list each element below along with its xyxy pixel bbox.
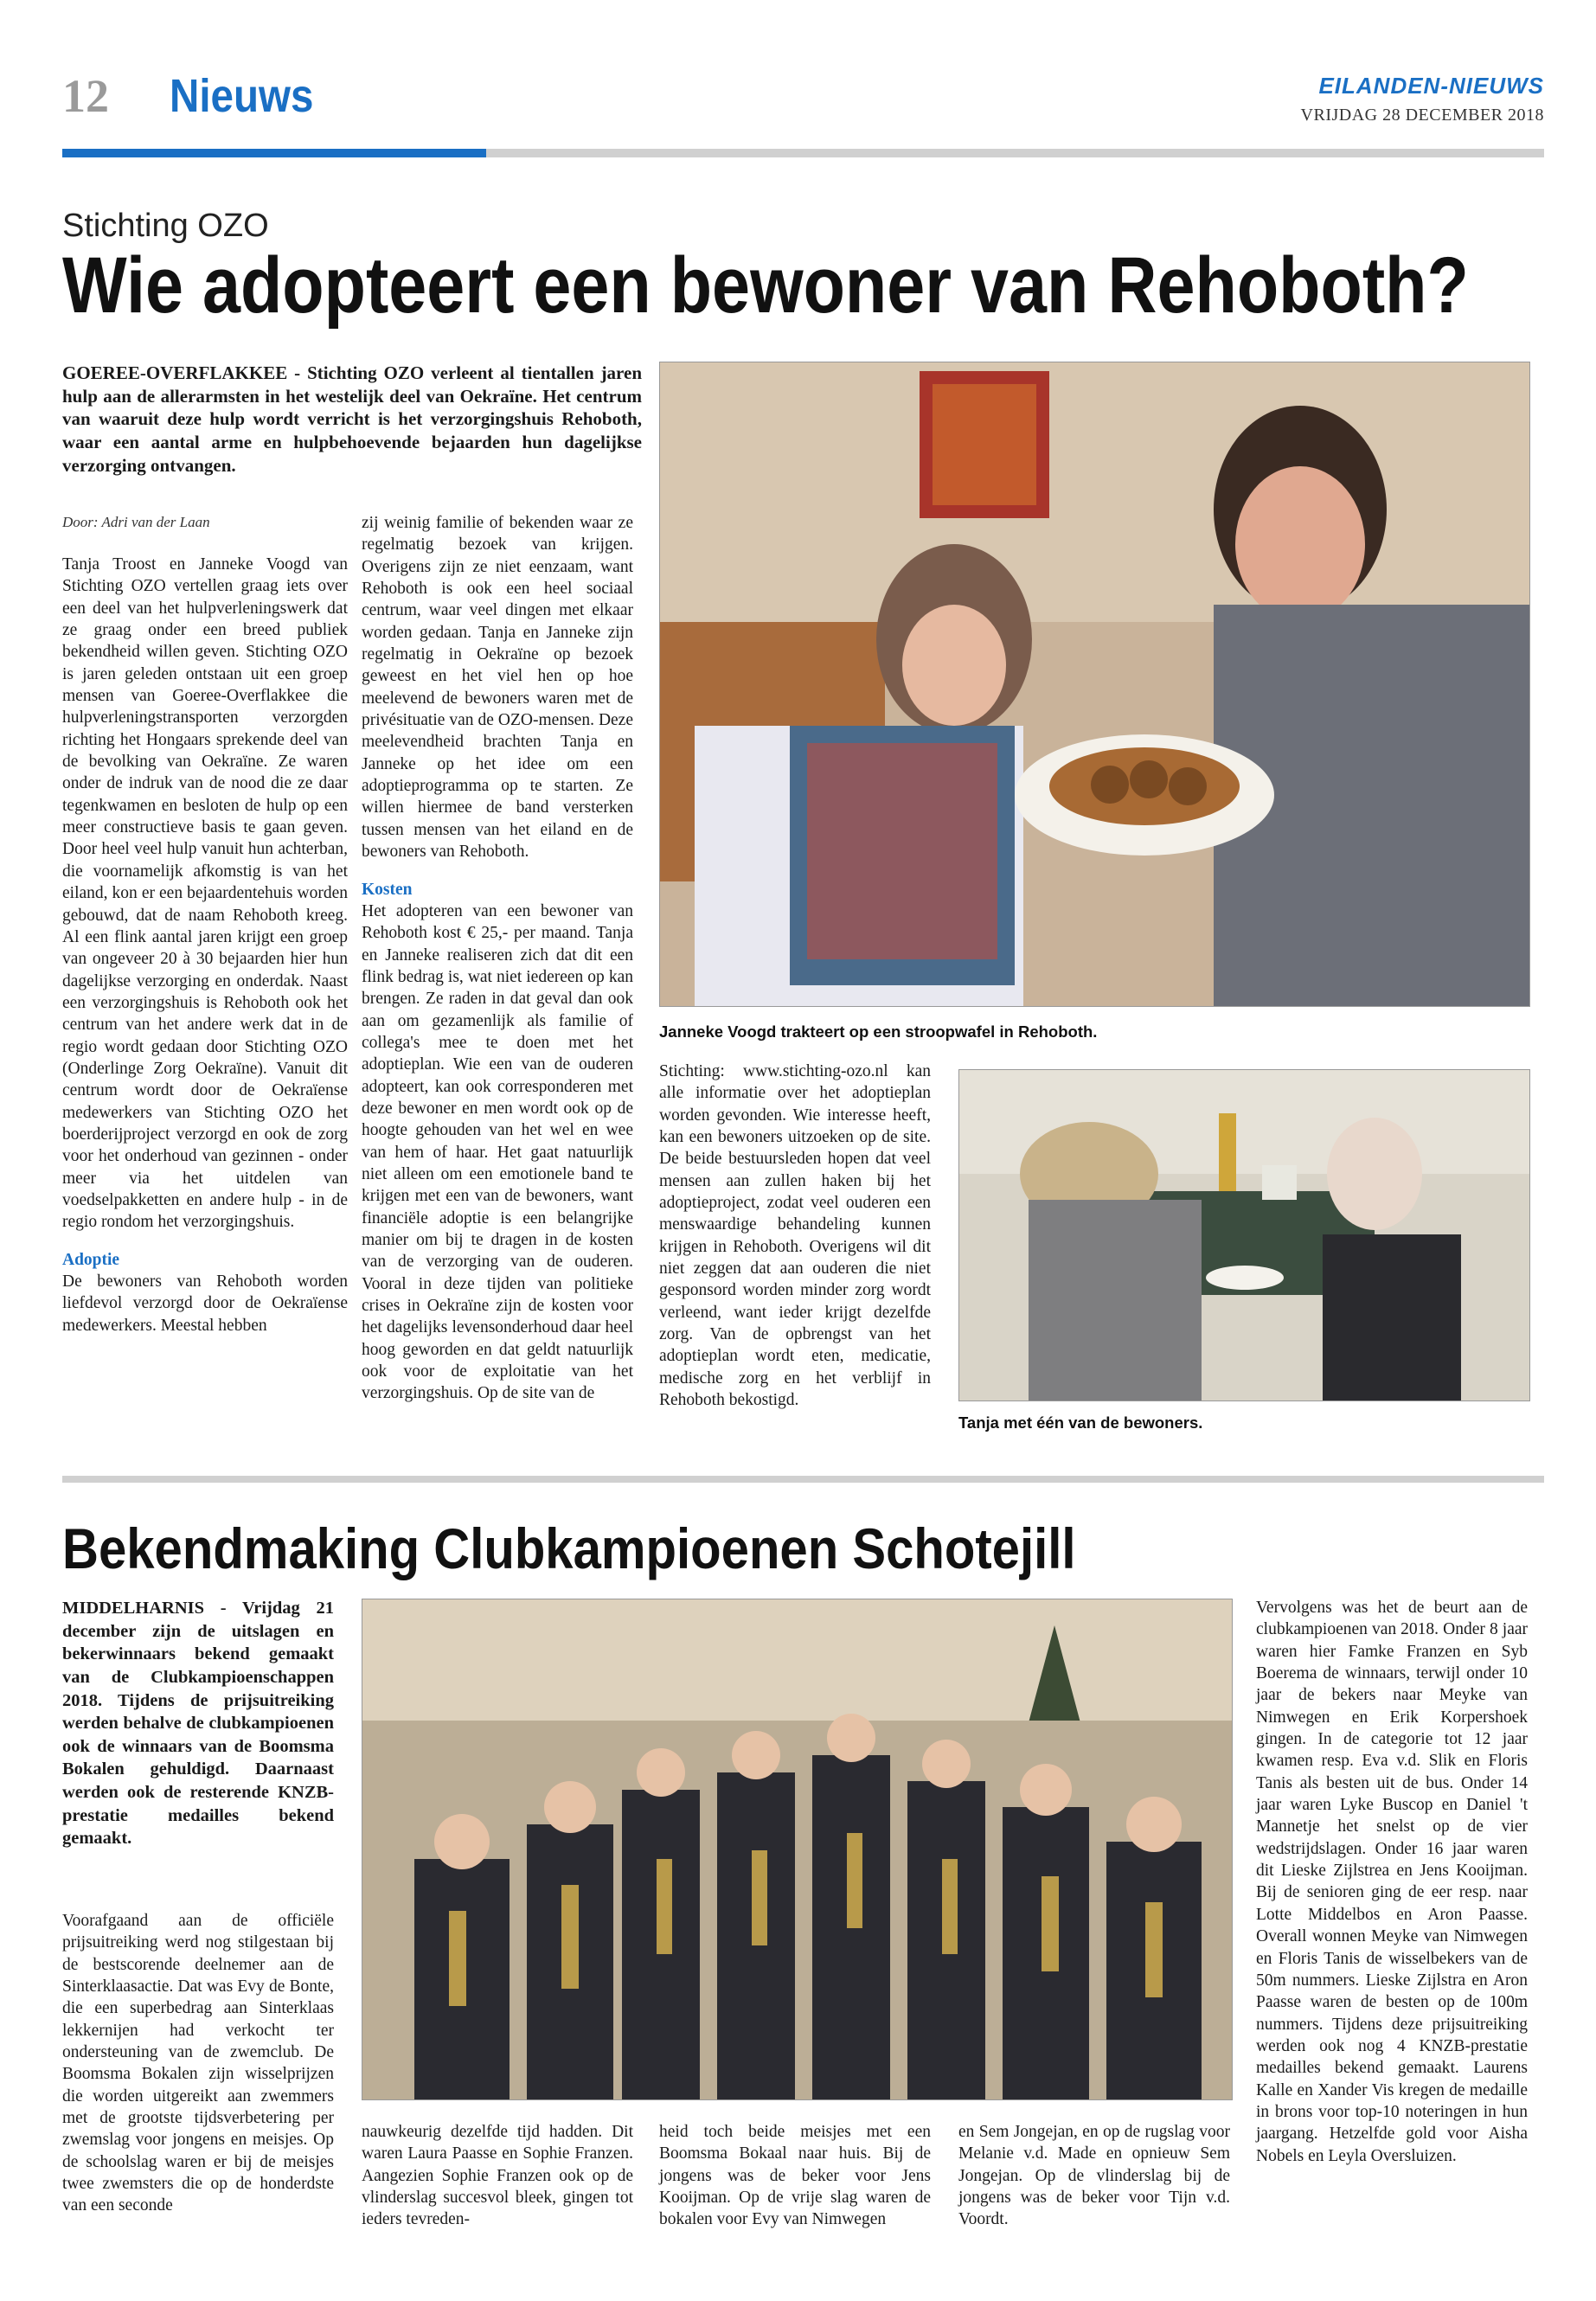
header-rule-accent [62,149,486,157]
photo-illustration [959,1070,1529,1400]
article-byline: Door: Adri van der Laan [62,514,210,530]
article-headline: Bekendmaking Clubkampioenen Schotejill [62,1516,1076,1580]
photo-illustration [362,1599,1232,2099]
masthead-logo: EILANDEN-NIEUWS [1318,73,1544,99]
photo-caption: Tanja met één van de bewoners. [958,1413,1203,1432]
paragraph: nauwkeurig dezelfde tijd hadden. Dit waren Laura Paasse en Sophie Franzen. Aangezien Sophie Franzen ook op de vlinderslag succesvol bleek, gingen tot ieders tevreden- [362,2123,633,2229]
article-lead: GOEREE-OVERFLAKKEE - Stichting OZO verleent al tientallen jaren hulp aan de allerarmsten in het westelijk deel van Oekraïne. Het centrum van waaruit deze hulp wordt verricht is het verzorgingshuis Rehoboth, waar een aantal arme en hulpbehoevende bejaarden hun dagelijkse verzorging ontvangen. [62,362,642,476]
paragraph: De bewoners van Rehoboth worden liefdevol verzorgd door de Oekraïense medewerkers. Meestal hebben [62,1272,348,1335]
article-column-1 [62,1910,334,2217]
article-lead: MIDDELHARNIS - Vrijdag 21 december zijn de uitslagen en bekerwinnaars bekend gemaakt van de Clubkampioenschappen 2018. Tijdens de prijsuitreiking werden behalve de clubkampioenen ook de winnaars van de Boomsma Bokalen gehuldigd. Daarnaast werden ook de resterende KNZB-prestatie medailles bekend gemaakt. [62,1599,334,1849]
section-title: Nieuws [170,70,314,122]
article-kicker: Stichting OZO [62,208,269,244]
photo-illustration [660,362,1529,1006]
article-headline: Wie adopteert een bewoner van Rehoboth? [62,241,1469,330]
article-column-2 [362,2121,633,2231]
paragraph: Het adopteren van een bewoner van Rehoboth kost € 25,- per maand. Tanja en Janneke realiseren zich dat dit een flink bedrag is, wat niet iedereen op kan brengen. Ze raden in dat geval dan ook aan om gezamenlijk als familie of collega's mee te doen met het adoptieplan. Wie een van de ouderen adopteert, kan ook corresponderen met deze bewoner en men wordt ook op de hoogte gehouden van het wel en wee van hem of haar. Het gaat natuurlijk niet alleen om een emotionele band te krijgen met een van de bewoners, want financiële adoptie is een belangrijke manier om bij te dragen in de kosten van de verzorging van de ouderen. Vooral in deze tijden van politieke crises in Oekraïne zijn de kosten voor het dagelijks levensonderhoud daar heel hoog geworden en dat geldt natuurlijk ook voor de exploitatie van het verzorgingshuis. Op de site van de [362,901,633,1403]
photo-caption: Janneke Voogd trakteert op een stroopwafel in Rehoboth. [659,1022,1098,1041]
paragraph: Vervolgens was het de beurt aan de clubkampioenen van 2018. Onder 8 jaar waren hier Famke Franzen en Syb Boerema de winnaars, terwijl onder 10 jaar de bekers naar Meyke van Nimwegen en Erik Korpershoek gingen. In de categorie tot 12 jaar kwamen resp. Eva v.d. Slik en Floris Tanis als besten uit de bus. Onder 14 jaar waren Lyke Buscop en Daniel 't Mannetje het snelst op de vier wedstrijdslagen. Onder 16 jaar waren dit Lieske Zijlstrea en Jens Kooijman. Bij de senioren ging de eer resp. naar Lotte Middelbos en Aron Paasse. Overall wonnen Meyke van Nimwegen en Floris Tanis de wisselbekers van de 50m nummers. Lieske Zijlstra en Aron Paasse waren de besten op de 100m nummers. Tijdens deze prijsuitreiking werden ook nog 4 KNZB-prestatie medailles bekend gemaakt. Laurens Kalle en Xander Vis kregen de medaille in brons voor top-10 noteringen in hun jaargang. Hetzelfde gold voor Aisha Nobels en Leyla Oversluizen. [1256,1599,1528,2165]
page-number: 12 [62,70,109,122]
paragraph: Tanja Troost en Janneke Voogd van Stichting OZO vertellen graag iets over een deel van het hulpverleningswerk dat ze graag onder een breed publiek bekendheid willen geven. Stichting OZO is jaren geleden ontstaan uit een groep mensen van Goeree-Overflakkee die hulpverleningstransporten verzorgden richting het Hongaars sprekende deel van de bevolking van Oekraïne. Ze waren onder de indruk van de nood die ze daar tegenkwamen en besloten de hulp op een meer constructieve basis te gaan geven. Door heel veel hulp vanuit hun achterban, die voornamelijk afkomstig is van het eiland, kon er een bejaardentehuis worden gebouwd, dat de naam Rehoboth kreeg. Al een flink aantal jaren krijgt een groep van ongeveer 20 à 30 bejaarden hier hun dagelijkse verzorging en onderdak. Naast een verzorgingshuis is Rehoboth ook het centrum van het andere werk dat in de regio wordt gedaan door Stichting OZO (Onderlinge Zorg Oekraïne). Vanuit dit centrum wordt door de Oekraïense medewerkers van Stichting OZO het boerderijproject verzorgd en ook de zorg voor het onderhoud van gezinnen - onder meer via het uitdelen van voedselpakketten en andere hulp - in de regio rondom het verzorgingshuis. [62,555,348,1232]
paragraph: en Sem Jongejan, en op de rugslag voor Melanie v.d. Made en opnieuw Sem Jongejan. Op de vlinderslag bij de jongens was de beker voor Tijn v.d. Voordt. [958,2123,1230,2229]
article-column-3 [659,1061,931,1412]
article-column-1 [62,554,348,1336]
paragraph: zij weinig familie of bekenden waar ze regelmatig bezoek van krijgen. Overigens zijn ze niet eenzaam, want Rehoboth is ook een heel sociaal centrum, waar veel dingen met elkaar worden gedaan. Tanja en Janneke zijn regelmatig in Oekraïne op bezoek geweest en het viel hen op hoe meelevend de bewoners waren met de privésituatie van de OZO-mensen. Deze meelevendheid brachten Tanja en Janneke op het idee om een adoptieprogramma op te starten. Ze willen hiermee de band versterken tussen mensen van het eiland en de bewoners van Rehoboth. [362,514,633,862]
article-column-5 [1256,1597,1528,2167]
section-divider [62,1476,1544,1483]
article-column-2 [362,512,633,1405]
article-column-3 [659,2121,931,2231]
publication-date: VRIJDAG 28 DECEMBER 2018 [1300,106,1544,125]
subheading-kosten: Kosten [362,880,413,899]
photo-tanja-resident [958,1069,1530,1401]
paragraph: Stichting: www.stichting-ozo.nl kan alle informatie over het adoptieplan worden gevonden. Wie interesse heeft, kan een bewoners uitzoeken op de site. De beide bestuursleden hopen dat veel mensen aan zullen haken bij het adoptieproject, zodat veel ouderen een menswaardige behandeling kunnen krijgen in Rehoboth. Overigens wil dit niet zeggen dat aan ouderen die niet gesponsord worden minder zorg wordt verleend, want ieder krijgt dezelfde zorg. Van de opbrengst van het adoptieplan wordt eten, medicatie, medische zorg en het verblijf in Rehoboth bekostigd. [659,1062,931,1410]
photo-stroopwafel [659,362,1530,1007]
paragraph: heid toch beide meisjes met een Boomsma Bokaal naar huis. Bij de jongens was de beker voor Jens Kooijman. Op de vrije slag waren de bokalen voor Evy van Nimwegen [659,2123,931,2229]
paragraph: Voorafgaand aan de officiële prijsuitreiking werd nog stilgestaan bij de bestscorende deelnemer aan de Sinterklaasactie. Dat was Evy de Bonte, die een superbedrag aan Sinterklaas lekkernijen had verkocht ter ondersteuning van de zwemclub. De Boomsma Bokalen zijn wisselprijzen die worden uitgereikt aan zwemmers met de grootste tijdsverbetering per zwemslag voor jongens en meisjes. Op de schoolslag waren er bij de meisjes twee zwemsters die op de honderdste van een seconde [62,1912,334,2215]
photo-club-champions [362,1599,1233,2100]
subheading-adoptie: Adoptie [62,1250,120,1269]
article-column-4 [958,2121,1230,2231]
